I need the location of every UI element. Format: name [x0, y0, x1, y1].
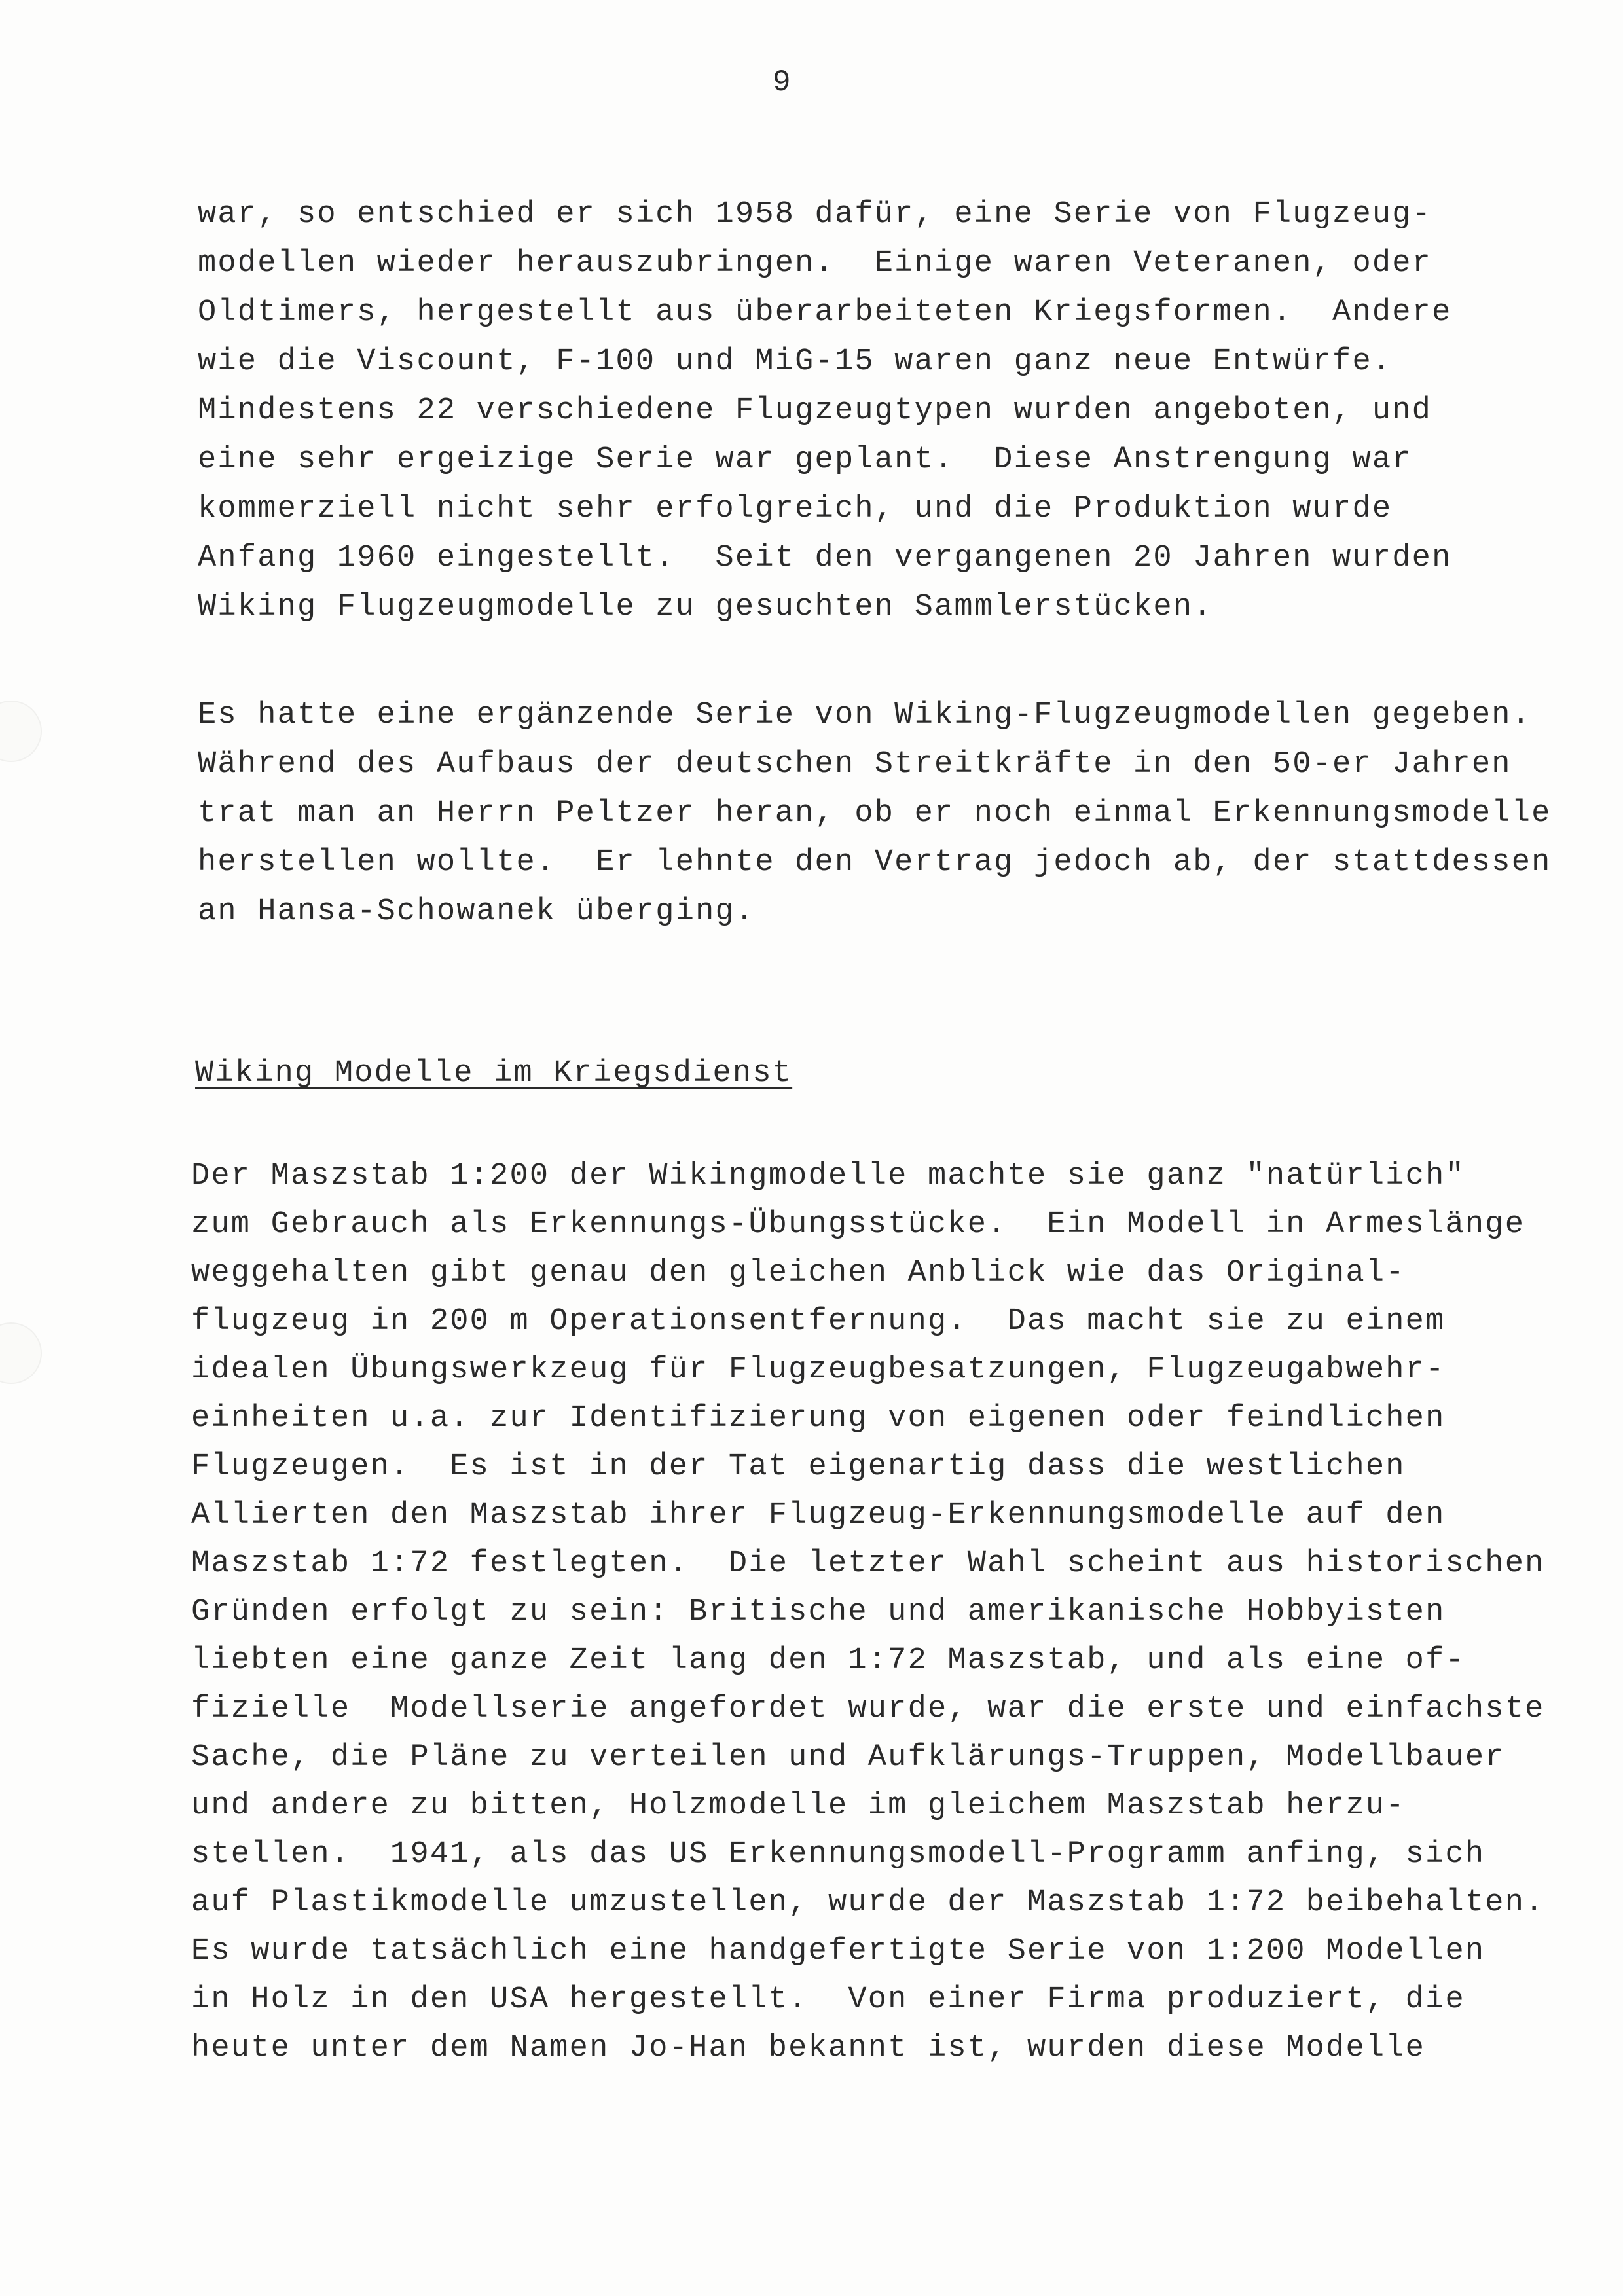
text-line: Anfang 1960 eingestellt. Seit den vergangenen 20 Jahren wurden [198, 541, 1452, 575]
text-line: modellen wieder herauszubringen. Einige waren Veteranen, oder [198, 246, 1432, 281]
text-line: liebten eine ganze Zeit lang den 1:72 Maszstab, und als eine of- [191, 1643, 1465, 1678]
paragraph-flugzeugmodelle-serie [198, 190, 1452, 632]
text-line: Oldtimers, hergestellt aus überarbeiteten Kriegsformen. Andere [198, 295, 1452, 330]
text-line: heute unter dem Namen Jo-Han bekannt ist, wurden diese Modelle [191, 2031, 1426, 2066]
text-line: stellen. 1941, als das US Erkennungsmodell-Programm anfing, sich [191, 1837, 1486, 1872]
text-line: herstellen wollte. Er lehnte den Vertrag jedoch ab, der stattdessen [198, 845, 1552, 880]
text-line: Mindestens 22 verschiedene Flugzeugtypen wurden angeboten, und [198, 393, 1432, 428]
punch-hole-mark [0, 701, 42, 762]
text-line: zum Gebrauch als Erkennungs-Übungsstücke. Ein Modell in Armeslänge [191, 1207, 1525, 1242]
text-line: Der Maszstab 1:200 der Wikingmodelle machte sie ganz "natürlich" [191, 1159, 1465, 1194]
text-line: weggehalten gibt genau den gleichen Anblick wie das Original- [191, 1256, 1406, 1290]
punch-hole-mark [0, 1322, 42, 1384]
text-line: kommerziell nicht sehr erfolgreich, und die Produktion wurde [198, 492, 1393, 526]
text-line: Maszstab 1:72 festlegten. Die letzter Wahl scheint aus historischen [191, 1546, 1545, 1581]
text-line: trat man an Herrn Peltzer heran, ob er noch einmal Erkennungsmodelle [198, 796, 1552, 831]
text-line: an Hansa-Schowanek überging. [198, 894, 756, 929]
text-line: Flugzeugen. Es ist in der Tat eigenartig dass die westlichen [191, 1449, 1406, 1484]
text-line: in Holz in den USA hergestellt. Von einer Firma produziert, die [191, 1982, 1465, 2017]
paragraph-kriegsdienst [191, 1152, 1545, 2073]
text-line: Während des Aufbaus der deutschen Streitkräfte in den 50-er Jahren [198, 747, 1512, 782]
section-heading: Wiking Modelle im Kriegsdienst [195, 1056, 793, 1091]
text-line: fizielle Modellserie angefordet wurde, war die erste und einfachste [191, 1692, 1545, 1726]
text-line: auf Plastikmodelle umzustellen, wurde der Maszstab 1:72 beibehalten. [191, 1886, 1545, 1920]
text-line: und andere zu bitten, Holzmodelle im gleichem Maszstab herzu- [191, 1789, 1406, 1823]
text-line: einheiten u.a. zur Identifizierung von eigenen oder feindlichen [191, 1401, 1446, 1436]
paragraph-ergaenzende-serie [198, 691, 1552, 936]
text-line: Allierten den Maszstab ihrer Flugzeug-Erkennungsmodelle auf den [191, 1498, 1446, 1533]
text-line: Es hatte eine ergänzende Serie von Wiking-Flugzeugmodellen gegeben. [198, 698, 1532, 733]
text-line: war, so entschied er sich 1958 dafür, eine Serie von Flugzeug- [198, 197, 1432, 232]
text-line: Sache, die Pläne zu verteilen und Aufklärungs-Truppen, Modellbauer [191, 1740, 1505, 1775]
text-line: flugzeug in 200 m Operationsentfernung. Das macht sie zu einem [191, 1304, 1446, 1339]
text-line: Gründen erfolgt zu sein: Britische und amerikanische Hobbyisten [191, 1595, 1446, 1630]
text-line: Wiking Flugzeugmodelle zu gesuchten Sammlerstücken. [198, 590, 1213, 625]
page-number: 9 [773, 65, 792, 100]
text-line: eine sehr ergeizige Serie war geplant. Diese Anstrengung war [198, 443, 1412, 477]
text-line: Es wurde tatsächlich eine handgefertigte Serie von 1:200 Modellen [191, 1934, 1486, 1969]
text-line: idealen Übungswerkzeug für Flugzeugbesatzungen, Flugzeugabwehr- [191, 1353, 1446, 1387]
text-line: wie die Viscount, F-100 und MiG-15 waren ganz neue Entwürfe. [198, 344, 1393, 379]
